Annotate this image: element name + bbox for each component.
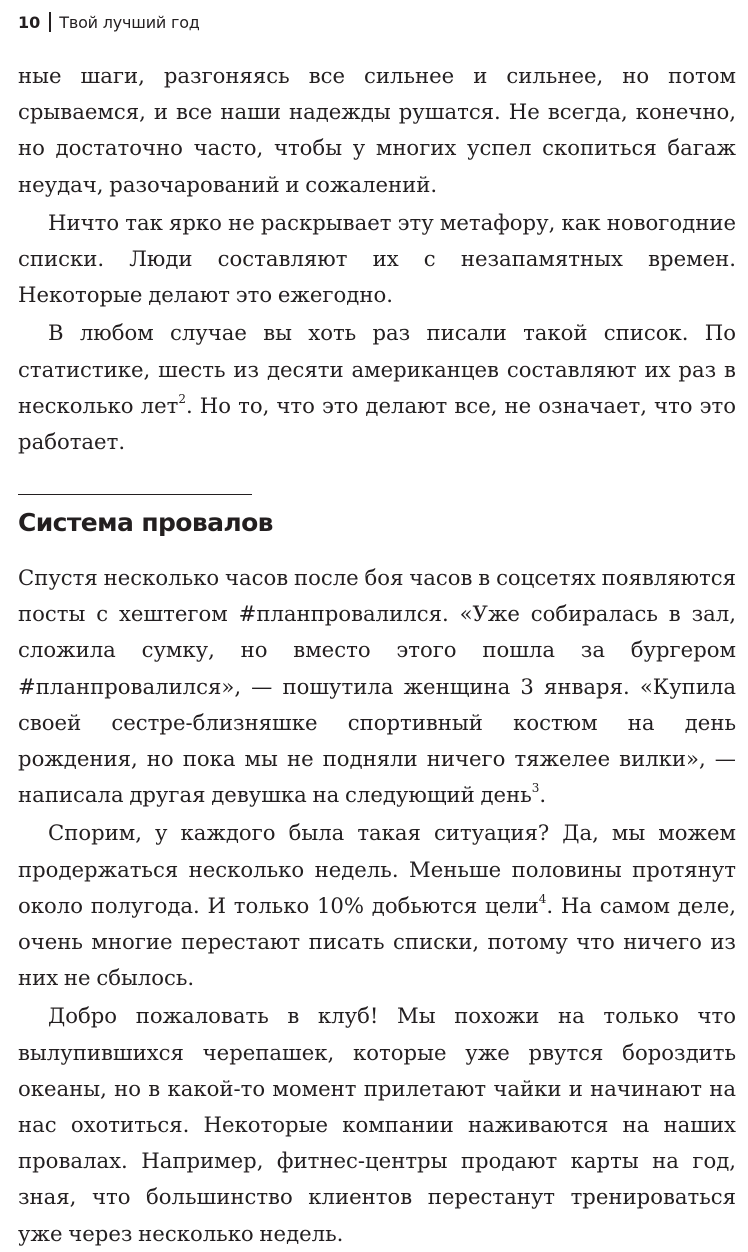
paragraph-text: В любом случае вы хоть раз писали такой список. По статистике, шесть из десяти американцев составляют их раз в несколько лет bbox=[18, 320, 736, 418]
running-header bbox=[18, 10, 200, 34]
paragraph-hashtag bbox=[18, 560, 736, 813]
intro-text bbox=[18, 58, 736, 460]
footnote-marker[interactable]: 2 bbox=[178, 391, 186, 406]
running-title: Твой лучший год bbox=[59, 12, 200, 32]
paragraph-text: . Но то, что это делают все, не означает, что это работает. bbox=[18, 392, 736, 455]
paragraph-text: . На самом деле, очень многие перестают писать списки, потому что ничего из них не сбылось. bbox=[18, 892, 736, 991]
section-text bbox=[18, 560, 736, 1252]
paragraph-text: . bbox=[539, 782, 547, 808]
paragraph-metaphor: Ничто так ярко не раскрывает эту метафору, как новогодние списки. Люди составляют их с незапамятных времен. Некоторые делают это ежегодно. bbox=[18, 209, 736, 308]
paragraph-text: Спорим, у каждого была такая ситуация? Да, мы можем продержаться несколько недель. Меньше половины протянут около полугода. И только 10% добьются цели bbox=[18, 820, 736, 918]
paragraph-continuation: ные шаги, разгоняясь все сильнее и сильнее, но потом срываемся, и все наши надежды рушатся. Не всегда, конечно, но достаточно часто, чтобы у многих успел скопиться багаж неудач, разочарований и сожалений. bbox=[18, 63, 736, 197]
section-title: Система провалов bbox=[18, 508, 273, 537]
section-divider bbox=[18, 494, 252, 495]
page-number: 10 bbox=[18, 12, 41, 32]
paragraph-statistics bbox=[18, 315, 736, 460]
header-separator bbox=[49, 12, 51, 32]
paragraph-text: Спустя несколько часов после боя часов в соцсетях появляются посты с хештегом #планпровалился. «Уже собиралась в зал, сложила сумку, но вместо этого пошла за бургером #планпровалился», — пошутила женщина 3 января. «Купила своей сестре-близняшке спортивный костюм на день рождения, но пока мы не подняли ничего тяжелее вилки», — написала другая девушка на следующий день bbox=[18, 565, 736, 808]
paragraph-weeks bbox=[18, 815, 736, 996]
paragraph-club: Добро пожаловать в клуб! Мы похожи на только что вылупившихся черепашек, которые уже рвутся бороздить океаны, но в какой-то момент прилетают чайки и начинают на нас охотиться. Некоторые компании наживаются на наших провалах. Например, фитнес-центры продают карты на год, зная, что большинство клиентов перестанут тренироваться уже через несколько недель. bbox=[18, 1003, 736, 1246]
footnote-marker[interactable]: 4 bbox=[538, 891, 547, 906]
footnote-marker[interactable]: 3 bbox=[531, 781, 540, 796]
